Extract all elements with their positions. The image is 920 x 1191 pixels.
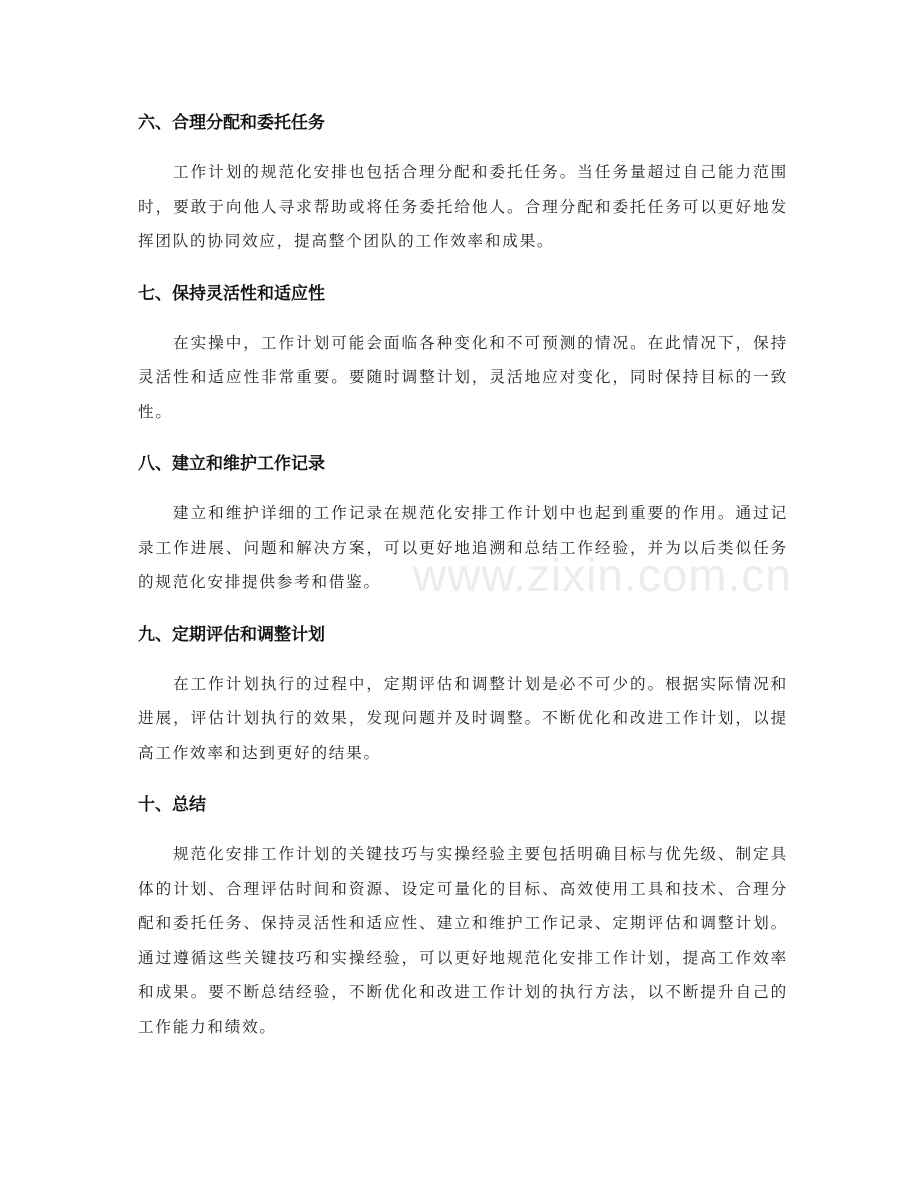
section-heading: 六、合理分配和委托任务 — [138, 113, 325, 133]
section-paragraph: 在实操中，工作计划可能会面临各种变化和不可预测的情况。在此情况下，保持灵活性和适应性非常重要。要随时调整计划，灵活地应对变化，同时保持目标的一致性。 — [138, 333, 788, 421]
section-9 — [138, 620, 788, 771]
watermark: www.zixin.com.cn — [413, 549, 792, 601]
section-paragraph: 工作计划的规范化安排也包括合理分配和委托任务。当任务量超过自己能力范围时，要敢于向他人寻求帮助或将任务委托给他人。合理分配和委托任务可以更好地发挥团队的协同效应，提高整个团队的工作效率和成果。 — [138, 163, 788, 250]
section-6 — [138, 108, 788, 259]
section-paragraph: 建立和维护详细的工作记录在规范化安排工作计划中也起到重要的作用。通过记录工作进展、问题和解决方案，可以更好地追溯和总结工作经验，并为以后类似任务的规范化安排提供参考和借鉴。 — [138, 504, 788, 591]
section-10 — [138, 790, 788, 1044]
section-heading: 十、总结 — [138, 795, 206, 815]
section-paragraph: 在工作计划执行的过程中，定期评估和调整计划是必不可少的。根据实际情况和进展，评估计划执行的效果，发现问题并及时调整。不断优化和改进工作计划，以提高工作效率和达到更好的结果。 — [138, 674, 788, 762]
section-heading: 九、定期评估和调整计划 — [138, 624, 325, 645]
section-heading: 八、建立和维护工作记录 — [138, 454, 325, 474]
section-heading: 七、保持灵活性和适应性 — [138, 283, 325, 304]
section-paragraph: 规范化安排工作计划的关键技巧与实操经验主要包括明确目标与优先级、制定具体的计划、合理评估时间和资源、设定可量化的目标、高效使用工具和技术、合理分配和委托任务、保持灵活性和适应性、建立和维护工作记录、定期评估和调整计划。通过遵循这些关键技巧和实操经验，可以更好地规范化安排工作计划，提高工作效率和成果。要不断总结经验，不断优化和改进工作计划的执行方法，以不断提升自己的工作能力和绩效。 — [138, 845, 788, 1036]
section-7 — [138, 279, 788, 430]
